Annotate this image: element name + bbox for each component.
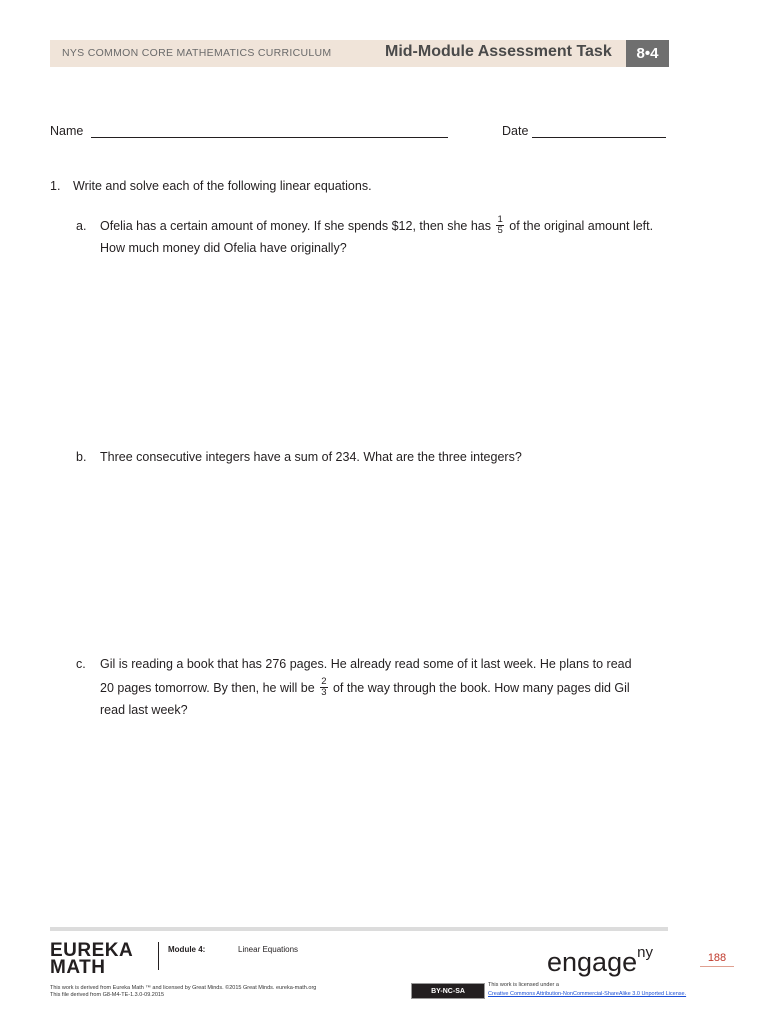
license-line1: This work is licensed under a [488,982,559,988]
module-badge: 8•4 [626,40,669,67]
part-c-line2 [100,677,630,699]
part-a-text-before: Ofelia has a certain amount of money. If she spends $12, then she has [100,219,491,233]
eureka-math-logo [50,942,133,976]
part-a-work-area[interactable] [100,265,666,440]
part-c-fraction-numerator: 2 [321,676,327,688]
part-b-line1: Three consecutive integers have a sum of 234. What are the three integers? [100,450,522,464]
part-a-text-after: of the original amount left. [509,219,654,233]
logo-line1: EUREKA [50,940,134,961]
cc-license-badge[interactable]: BY-NC-SA [411,983,485,999]
part-a-line2: How much money did Ofelia have originally? [100,241,347,255]
part-c-line3: read last week? [100,703,188,717]
part-c-text-after: of the way through the book. How many pages did Gil [332,681,630,695]
part-a-line1 [100,215,653,237]
page-title: Mid-Module Assessment Task [385,43,612,60]
logo-line2: MATH [50,957,106,978]
engage-text: engage [547,947,638,977]
part-c-fraction [320,677,327,698]
page-number: 188 [700,952,734,967]
part-c-letter: c. [76,657,86,671]
part-c-text-before: 20 pages tomorrow. By then, he will be [100,681,315,695]
license-link[interactable]: Creative Commons Attribution-NonCommercial-ShareAlike 3.0 Unported License. [488,991,687,997]
part-c-fraction-denominator: 3 [321,687,327,699]
part-c-work-area[interactable] [100,725,666,915]
part-a-letter: a. [76,219,87,233]
footer-rule [50,927,668,931]
part-c-line1: Gil is reading a book that has 276 pages. He already read some of it last week. He plans to read [100,657,632,671]
module-name: Linear Equations [238,945,299,954]
name-label: Name [50,124,84,138]
date-field[interactable] [532,137,666,138]
part-a-fraction [496,215,503,236]
question-prompt: Write and solve each of the following linear equations. [73,179,372,193]
module-label: Module 4: [168,945,206,954]
question-number: 1. [50,179,61,193]
date-label: Date [502,124,529,138]
part-a-fraction-denominator: 5 [497,225,503,237]
part-a-fraction-numerator: 1 [497,214,503,226]
engageny-logo [547,942,653,977]
curriculum-label: NYS COMMON CORE MATHEMATICS CURRICULUM [62,47,332,59]
part-b-work-area[interactable] [100,475,666,645]
name-field[interactable] [91,137,448,138]
credit-line1: This work is derived from Eureka Math ™ and licensed by Great Minds. ©2015 Great Minds. eureka-math.org [50,985,317,991]
part-b-letter: b. [76,450,87,464]
credit-line2: This file derived from G8-M4-TE-1.3.0-09.2015 [50,992,165,998]
footer-divider [158,942,159,970]
engage-superscript: ny [637,944,653,961]
